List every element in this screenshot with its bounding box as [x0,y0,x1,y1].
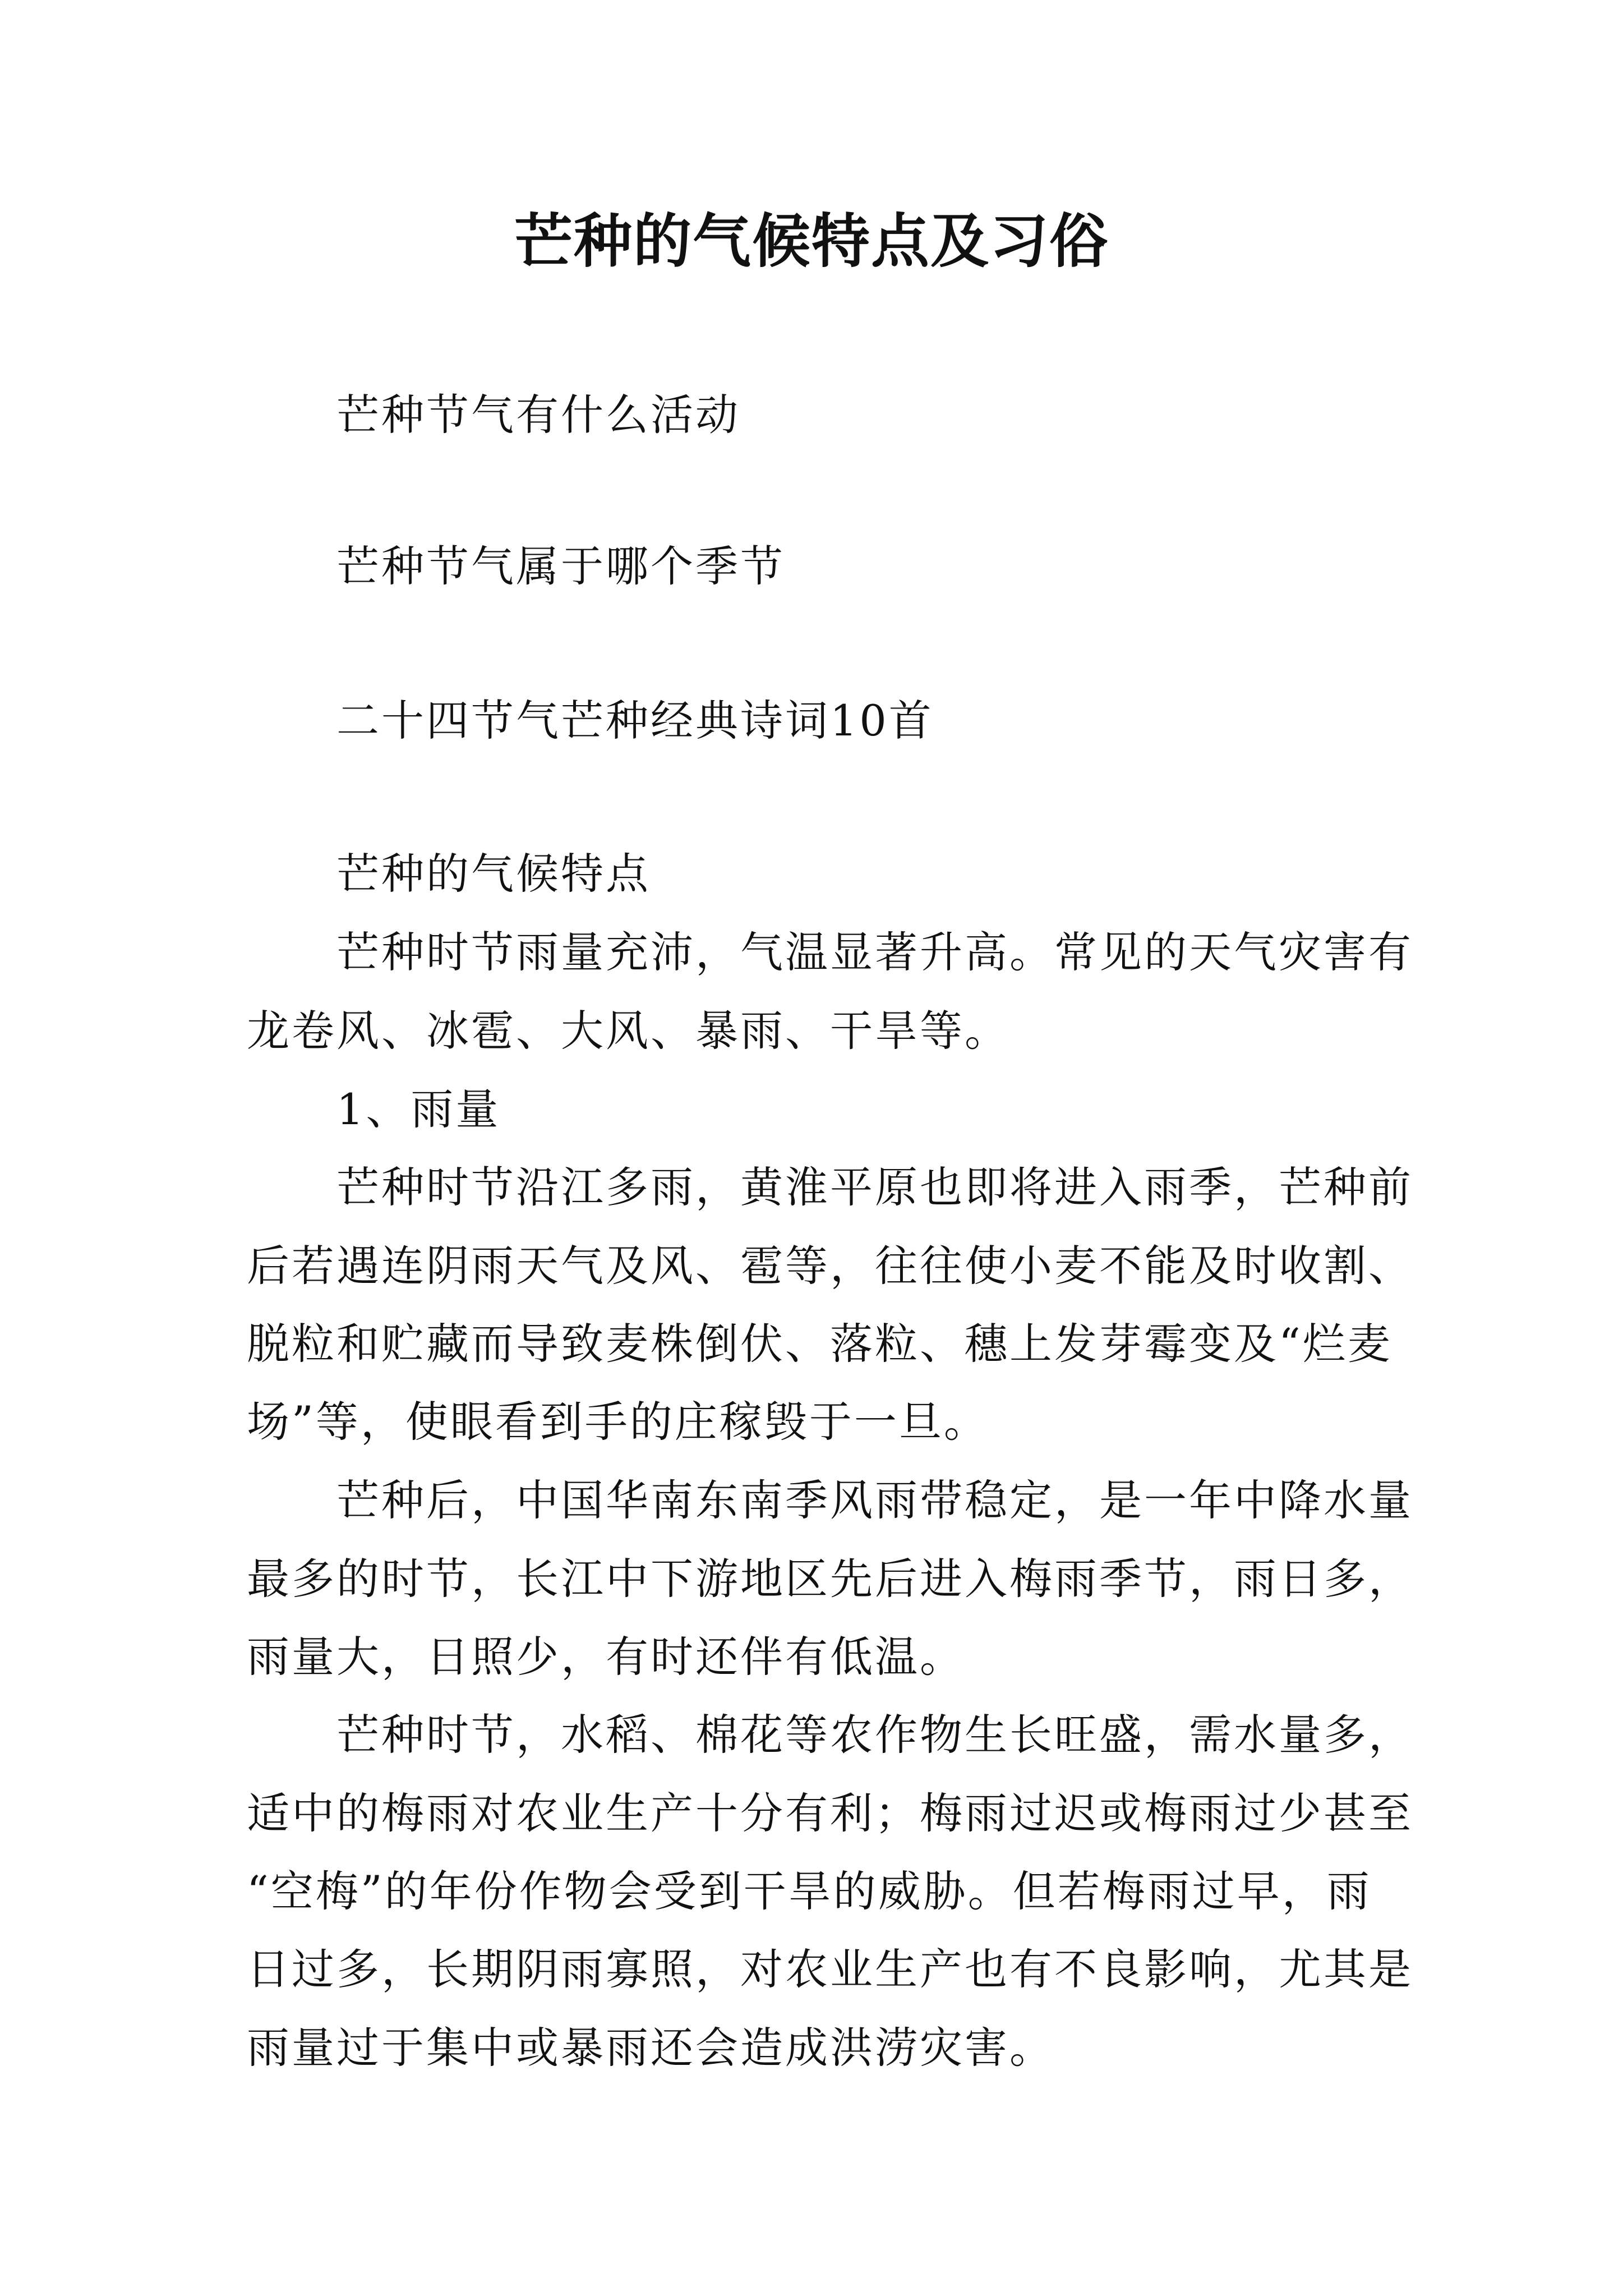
paragraph-line: 后若遇连阴雨天气及风、雹等，往往使小麦不能及时收割、 [247,1241,1413,1291]
paragraph-line: 芒种时节，水稻、棉花等农作物生长旺盛，需水量多， [336,1710,1413,1760]
section-heading: 芒种的气候特点 [336,849,651,899]
subheading-rainfall: 1、雨量 [336,1084,501,1134]
paragraph-line: 龙卷风、冰雹、大风、暴雨、干旱等。 [247,1006,1009,1056]
paragraph-line: 雨量过于集中或暴雨还会造成洪涝灾害。 [247,2023,1054,2073]
paragraph-line: 适中的梅雨对农业生产十分有利；梅雨过迟或梅雨过少甚至 [247,1788,1413,1838]
paragraph-line: “空梅”的年份作物会受到干旱的威胁。但若梅雨过早，雨 [247,1866,1372,1916]
page-title: 芒种的气候特点及习俗 [514,206,1109,275]
paragraph-line: 雨量大，日照少，有时还伴有低温。 [247,1632,965,1682]
link-activities[interactable]: 芒种节气有什么活动 [336,390,740,440]
paragraph-line: 芒种时节沿江多雨，黄淮平原也即将进入雨季，芒种前 [336,1162,1413,1212]
link-poems[interactable]: 二十四节气芒种经典诗词10首 [336,696,934,746]
paragraph-line: 芒种时节雨量充沛，气温显著升高。常见的天气灾害有 [336,927,1413,977]
paragraph-line: 脱粒和贮藏而导致麦株倒伏、落粒、穗上发芽霉变及“烂麦 [247,1319,1393,1369]
paragraph-line: 日过多，长期阴雨寡照，对农业生产也有不良影响，尤其是 [247,1944,1413,1994]
link-season[interactable]: 芒种节气属于哪个季节 [336,541,785,591]
paragraph-line: 场”等，使眼看到手的庄稼毁于一旦。 [247,1397,989,1447]
paragraph-line: 芒种后，中国华南东南季风雨带稳定，是一年中降水量 [336,1475,1413,1525]
paragraph-line: 最多的时节，长江中下游地区先后进入梅雨季节，雨日多， [247,1554,1413,1604]
